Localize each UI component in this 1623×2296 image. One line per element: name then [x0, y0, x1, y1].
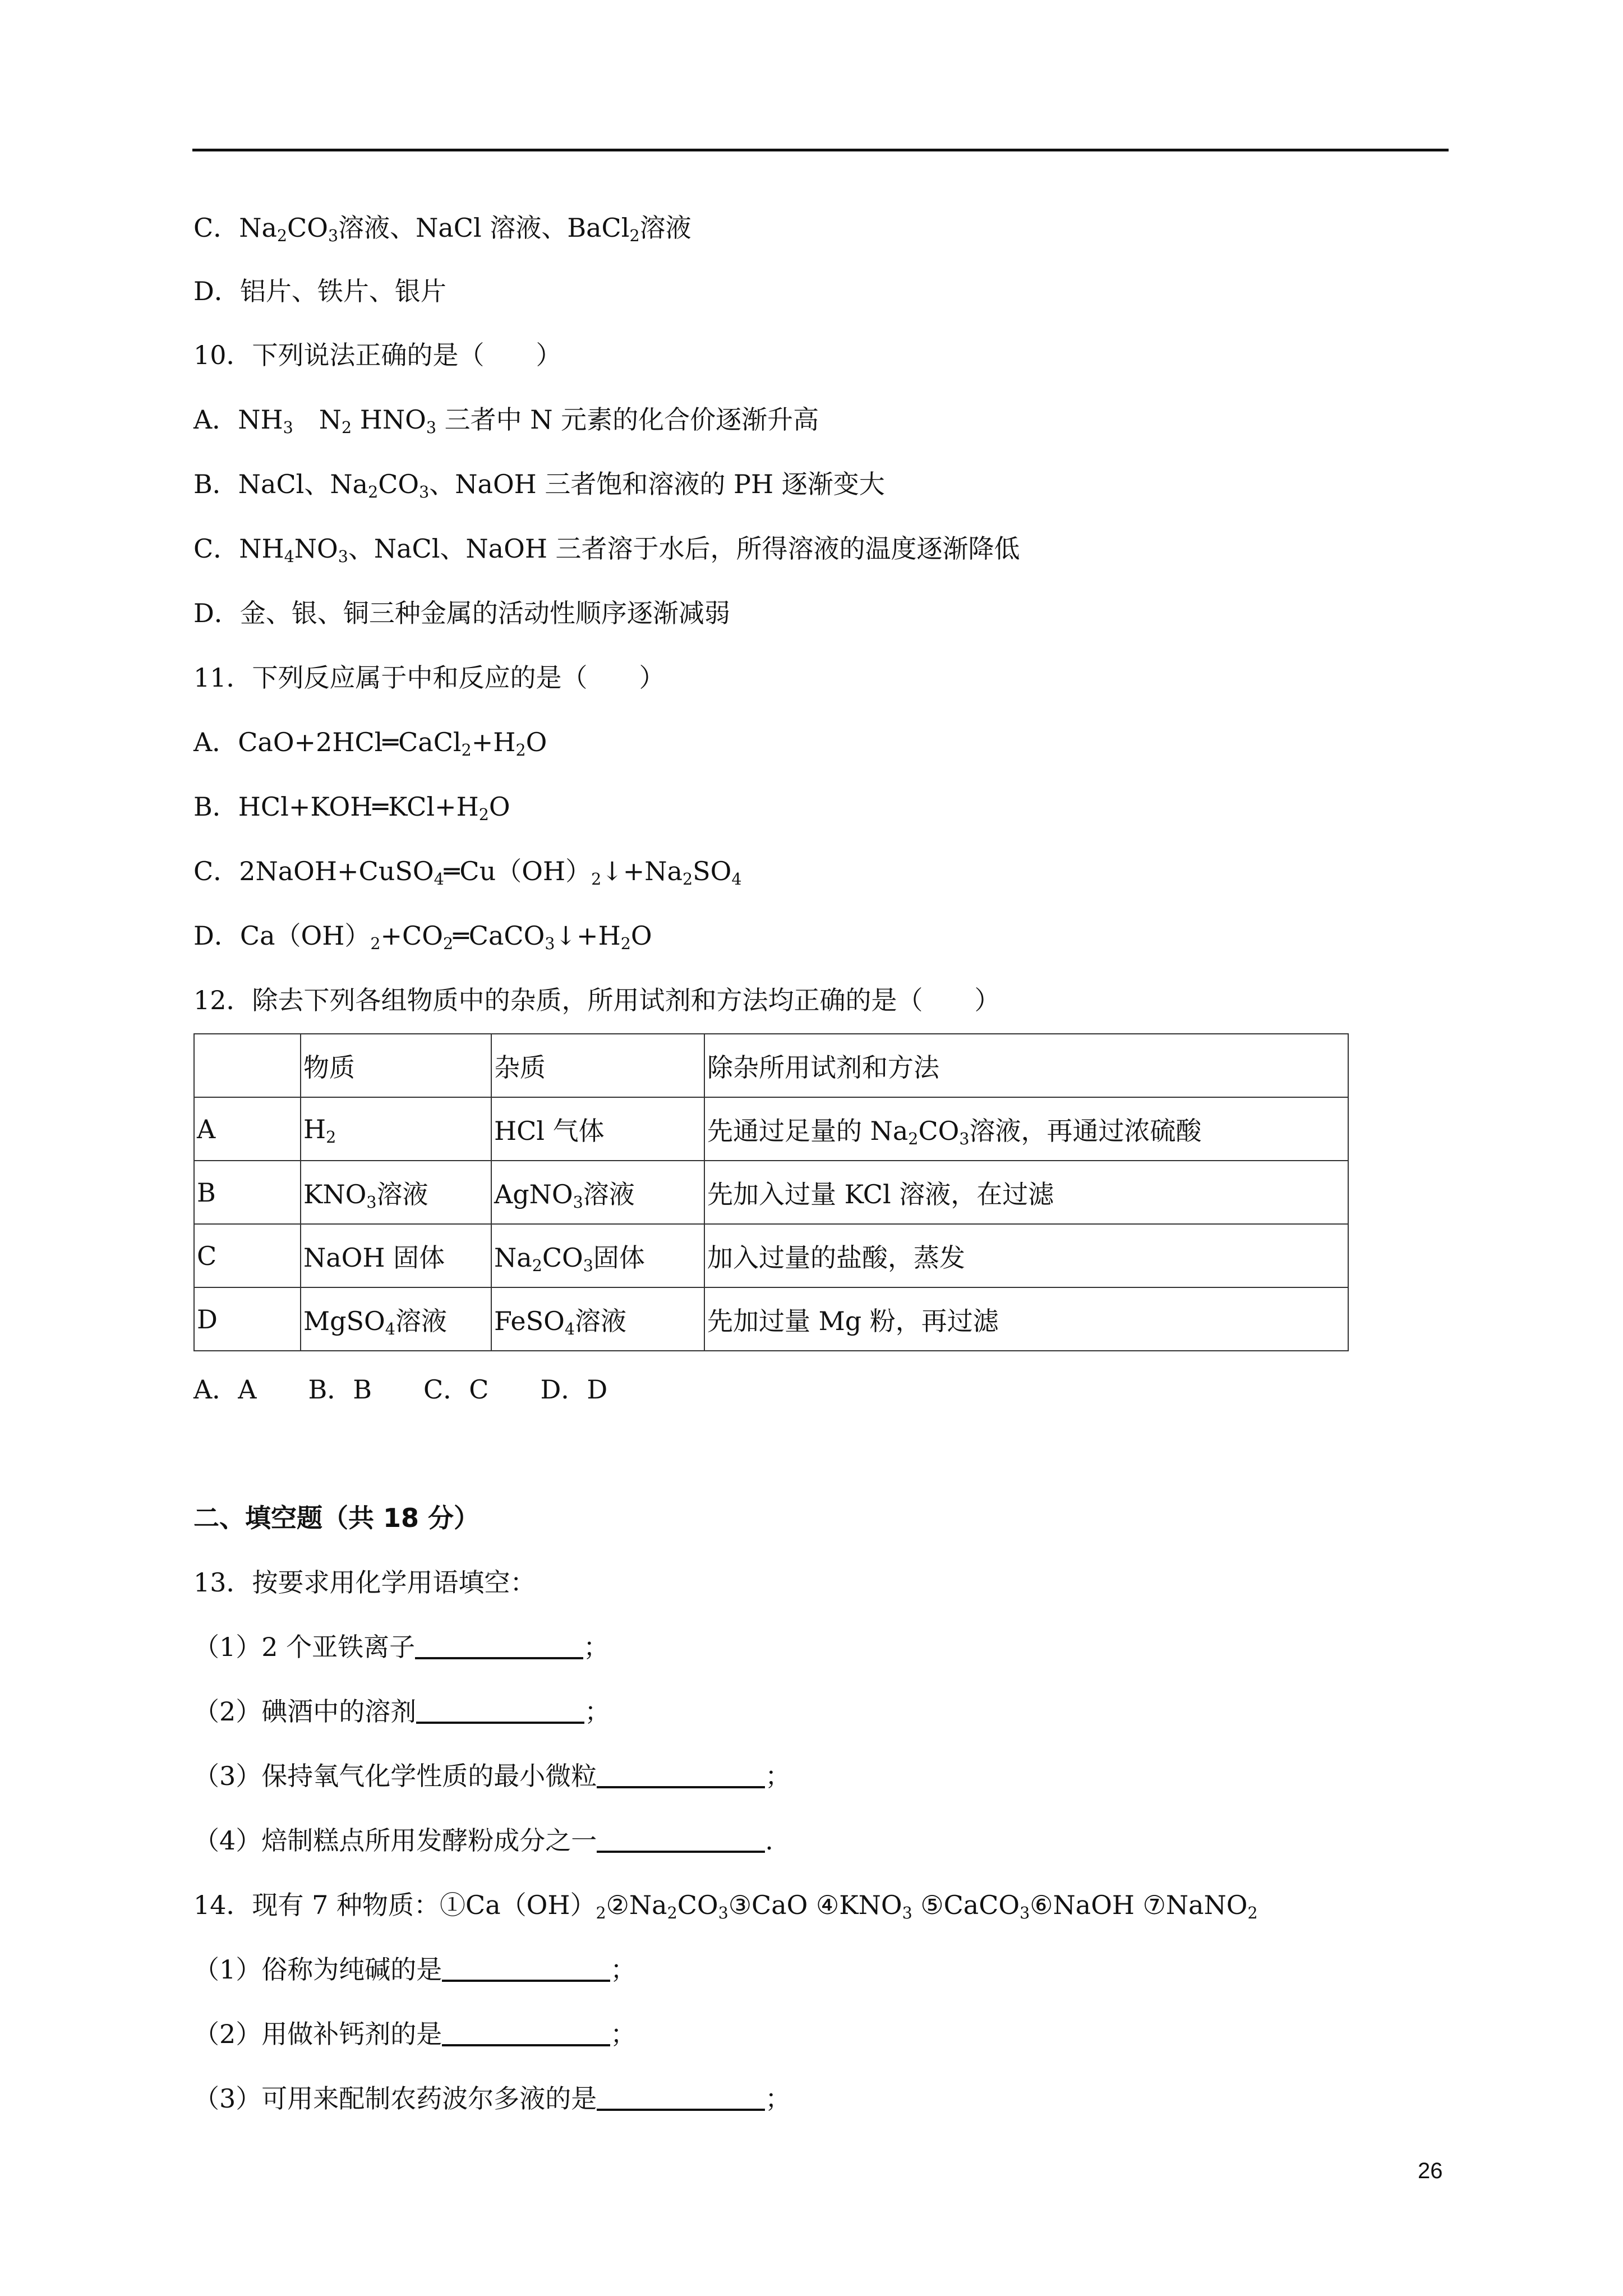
table-cell: AgNO$_3$溶液: [491, 1161, 704, 1224]
table-cell: 物质: [301, 1034, 491, 1097]
question-10: 10．下列说法正确的是（ ）: [193, 340, 562, 370]
option-11a: A．$CaO+2HCl═CaCl_2+H_2O$: [193, 727, 547, 760]
table-cell: 除杂所用试剂和方法: [704, 1034, 1348, 1097]
table-cell: MgSO$_4$溶液: [301, 1287, 491, 1351]
answer-blank[interactable]: [442, 1955, 610, 1982]
question-13-part-2: （2）碘酒中的溶剂 ；: [193, 1696, 611, 1727]
table-cell: $KNO_3$溶液: [301, 1161, 491, 1224]
answer-blank[interactable]: [415, 1632, 583, 1659]
table-cell: [194, 1034, 301, 1097]
table-row: [194, 1097, 1348, 1161]
table-cell: $Na_2CO_3$固体: [491, 1224, 704, 1287]
question-13: 13．按要求用化学用语填空：: [193, 1567, 536, 1598]
question-14-part-3: （3）可用来配制农药波尔多液的是 ；: [193, 2083, 791, 2114]
section-heading: 二、填空题（共 18 分）: [193, 1503, 480, 1533]
table-cell: D: [194, 1287, 301, 1351]
impurity-table: [193, 1033, 1349, 1351]
table-row: [194, 1161, 1348, 1224]
table-cell: 先加入过量 KCl 溶液，在过滤: [704, 1161, 1348, 1224]
page-number: 26: [1418, 2159, 1443, 2183]
answer-blank[interactable]: [597, 2084, 765, 2111]
option-11c: C．$2NaOH+CuSO_4═Cu(OH)_2↓+Na_2SO_4$: [193, 856, 742, 889]
option-9d: D．铝片、铁片、银片: [193, 276, 446, 306]
answer-blank[interactable]: [416, 1697, 584, 1724]
header-rule: [192, 149, 1449, 151]
table-cell: FeSO$_4$溶液: [491, 1287, 704, 1351]
answer-blank[interactable]: [597, 1826, 765, 1853]
table-row: [194, 1224, 1348, 1287]
table-cell: NaOH 固体: [301, 1224, 491, 1287]
answer-options-12: A．A B．B C．C D．D: [193, 1374, 608, 1405]
table-header-row: [194, 1034, 1348, 1097]
question-13-part-3: （3）保持氧气化学性质的最小微粒 ；: [193, 1761, 791, 1791]
answer-blank[interactable]: [597, 1761, 765, 1788]
question-14: 14．现有 7 种物质：$①Ca(OH)_2②Na_2CO_3③CaO$ $④KNO_3$ ⑤CaCO$_3$⑥NaOH ⑦NaNO$_2$: [193, 1890, 1258, 1922]
table-cell: 先加过量 Mg 粉，再过滤: [704, 1287, 1348, 1351]
option-10b: B．NaCl、$Na_2CO_3$、NaOH 三者饱和溶液的 PH 逐渐变大: [193, 469, 885, 501]
table-cell: HCl 气体: [491, 1097, 704, 1161]
question-13-part-4: （4）焙制糕点所用发酵粉成分之一 .: [193, 1825, 773, 1856]
option-10a: A．$NH_3$ $N_2$ $HNO_3$ 三者中 N 元素的化合价逐渐升高: [193, 404, 819, 437]
question-11: 11．下列反应属于中和反应的是（ ）: [193, 662, 665, 693]
option-9c: C．$Na_2CO_3$溶液、NaCl 溶液、BaCl$_2$溶液: [193, 213, 691, 245]
question-14-part-1: （1）俗称为纯碱的是 ；: [193, 1954, 637, 1985]
table-cell: 杂质: [491, 1034, 704, 1097]
question-12: 12．除去下列各组物质中的杂质，所用试剂和方法均正确的是（ ）: [193, 985, 1000, 1015]
option-10d: D．金、银、铜三种金属的活动性顺序逐渐减弱: [193, 598, 730, 628]
table-cell: 先通过足量的 $Na_2CO_3$溶液，再通过浓硫酸: [704, 1097, 1348, 1161]
table-cell: 加入过量的盐酸，蒸发: [704, 1224, 1348, 1287]
question-14-part-2: （2）用做补钙剂的是 ；: [193, 2019, 637, 2049]
option-11d: D．$Ca(OH)_2+CO_2═CaCO_3↓+H_2O$: [193, 921, 652, 953]
table-row: [194, 1287, 1348, 1351]
table-cell: B: [194, 1161, 301, 1224]
table-cell: C: [194, 1224, 301, 1287]
table-cell: $H_2$: [301, 1097, 491, 1161]
option-10c: C．$NH_4NO_3$、NaCl、NaOH 三者溶于水后，所得溶液的温度逐渐降低: [193, 533, 1020, 566]
answer-blank[interactable]: [442, 2019, 610, 2046]
table-cell: A: [194, 1097, 301, 1161]
option-11b: B．$HCl+KOH═KCl+H_2O$: [193, 792, 510, 824]
question-13-part-1: （1）2 个亚铁离子 ；: [193, 1632, 610, 1662]
